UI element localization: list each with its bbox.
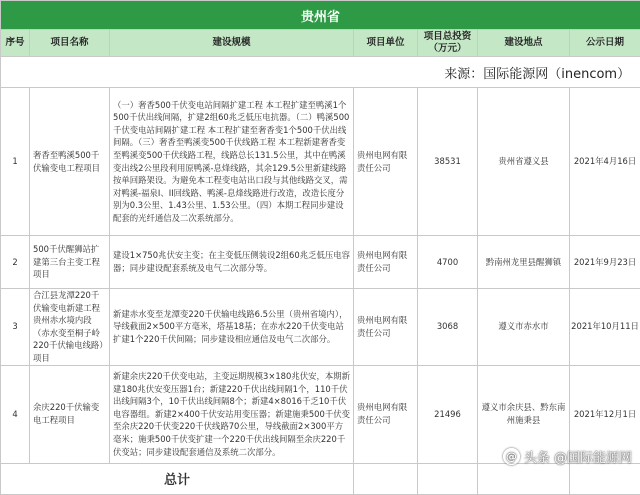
- row-no: 1: [1, 88, 30, 236]
- row-scale: （一）奢香500千伏变电站间隔扩建工程 本工程扩建至鸭溪1个500千伏出线间隔，扩建2组60兆乏低压电抗器。（二）鸭溪500千伏变电站间隔扩建工程 本工程扩建至奢香变1个500千伏出线间隔。（三）奢香至鸭溪变500千伏线路工程 本工程新建奢香变至鸭溪变500千伏线路工程，线路总长131.5公里，其中在鸭溪变出线2公里段利用原鸭溪-息烽线路，其余129.5公里新建线路按单回路架设。为避免本工程变电站出口段与其他线路交叉，需对鸭溪-福泉I、II回线路、鸭溪-息烽线路进行改造，改造长度分别为0.3公里、1.43公里、1.53公里。（四）本期工程同步建设配套的光纤通信及二次系统部分。: [110, 88, 354, 236]
- row-unit: 贵州电网有限责任公司: [354, 289, 418, 366]
- row-date: 2021年12月1日: [570, 365, 640, 463]
- row-name: 合江县龙潭220千伏输变电新建工程贵州赤水境内段（赤水变至桐子岭220千伏输电线路）项目: [30, 289, 110, 366]
- row-name: 余庆220千伏输变电工程项目: [30, 365, 110, 463]
- row-investment: 3068: [418, 289, 478, 366]
- table-row: [1, 236, 640, 289]
- watermark: [503, 447, 632, 466]
- row-investment: 4700: [418, 236, 478, 289]
- source-row: [1, 57, 640, 88]
- toutiao-logo-icon: @: [503, 448, 520, 465]
- watermark-text: 头条 @国际能源网: [524, 447, 632, 466]
- header-location: 建设地点: [478, 30, 570, 57]
- row-no: 2: [1, 236, 30, 289]
- total-empty-unit: [354, 463, 418, 494]
- table-row: [1, 88, 640, 236]
- row-name: 500千伏醒狮站扩建第三台主变工程项目: [30, 236, 110, 289]
- source-text: 来源：国际能源网（inencom）: [1, 57, 640, 88]
- header-row: [1, 30, 640, 57]
- row-investment: 21496: [418, 365, 478, 463]
- header-name: 项目名称: [30, 30, 110, 57]
- total-row: [1, 463, 640, 494]
- row-date: 2021年4月16日: [570, 88, 640, 236]
- header-date: 公示日期: [570, 30, 640, 57]
- title-row: [1, 1, 640, 30]
- row-location: 遵义市余庆县、黔东南州施秉县: [478, 365, 570, 463]
- row-unit: 贵州电网有限责任公司: [354, 236, 418, 289]
- row-date: 2021年9月23日: [570, 236, 640, 289]
- header-unit: 项目单位: [354, 30, 418, 57]
- row-investment: 38531: [418, 88, 478, 236]
- row-date: 2021年10月11日: [570, 289, 640, 366]
- table-row: [1, 289, 640, 366]
- total-empty-date: [570, 463, 640, 494]
- row-location: 遵义市赤水市: [478, 289, 570, 366]
- row-no: 3: [1, 289, 30, 366]
- row-unit: 贵州电网有限责任公司: [354, 88, 418, 236]
- row-scale: 新建赤水变至龙潭变220千伏输电线路6.5公里（贵州省境内），导线截面2×500平方毫米，塔基18基；在赤水220千伏变电站扩建1个220千伏间隔；同步建设相应通信及电气二次部分。: [110, 289, 354, 366]
- header-no: 序号: [1, 30, 30, 57]
- row-no: 4: [1, 365, 30, 463]
- row-location: 贵州省遵义县: [478, 88, 570, 236]
- total-empty-location: [478, 463, 570, 494]
- row-scale: 新建余庆220千伏变电站，主变远期规模3×180兆伏安，本期新建180兆伏安变压器1台；新建220千伏出线间隔1个，110千伏出线间隔3个，10千伏出线间隔8个；新建4×8016千乏10千伏电容器组。新建2×400千伏安站用变压器；新建施秉500千伏变至余庆220千伏变220千伏线路70公里，导线截面2×300平方毫米；施秉500千伏变扩建一个220千伏出线间隔至余庆220千伏变站；同步建设配套通信及系统二次部分。: [110, 365, 354, 463]
- header-investment: 项目总投资（万元）: [418, 30, 478, 57]
- province-title: 贵州省: [1, 1, 640, 30]
- total-label: 总计: [1, 463, 354, 494]
- row-unit: 贵州电网有限责任公司: [354, 365, 418, 463]
- row-location: 黔南州龙里县醒狮镇: [478, 236, 570, 289]
- row-name: 奢香至鸭溪500千伏输变电工程项目: [30, 88, 110, 236]
- total-empty-investment: [418, 463, 478, 494]
- row-scale: 建设1×750兆伏安主变；在主变低压侧装设2组60兆乏低压电容器；同步建设配套系统及电气二次部分等。: [110, 236, 354, 289]
- header-scale: 建设规模: [110, 30, 354, 57]
